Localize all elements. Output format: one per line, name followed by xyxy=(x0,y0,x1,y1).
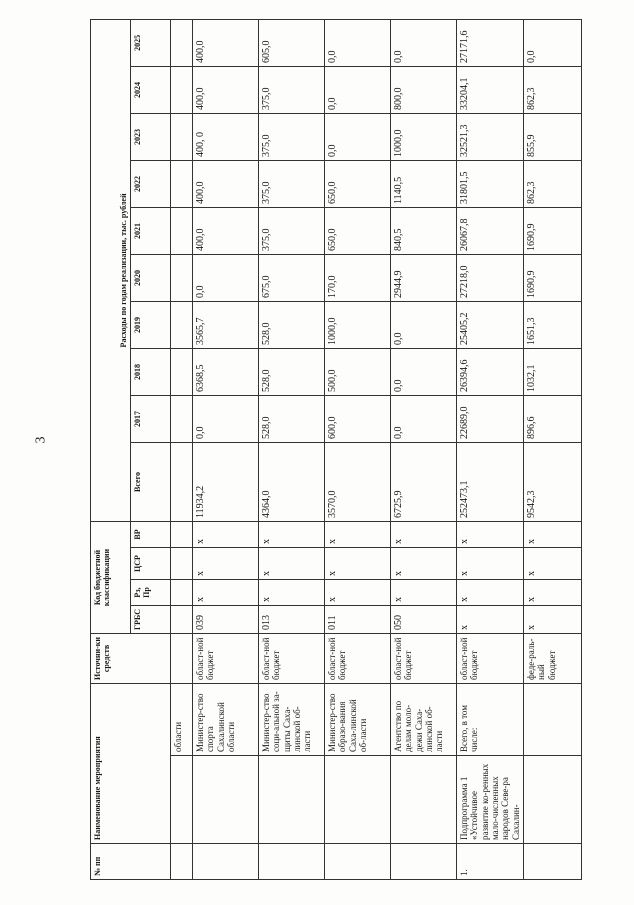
row-total: 11934,2 xyxy=(193,442,259,521)
row-year-value xyxy=(171,301,193,348)
row-year-value: 0,0 xyxy=(193,254,259,301)
row-year-value xyxy=(171,66,193,113)
row-total: 4364,0 xyxy=(259,442,325,521)
header-name: Наименование мероприятия xyxy=(91,684,171,844)
row-year-value: 840,5 xyxy=(391,207,457,254)
row-rzpr: х xyxy=(259,580,325,606)
page-number: 3 xyxy=(33,436,49,444)
row-total: 252473,1 xyxy=(457,442,524,521)
header-csr: ЦСР xyxy=(131,548,171,580)
row-year-value: 27171,6 xyxy=(457,19,524,66)
row-grbs: 011 xyxy=(325,606,391,634)
row-year-value: 22689,0 xyxy=(457,395,524,442)
row-executor: Министер-ство спорта Сахалинской области xyxy=(193,684,259,756)
table-row xyxy=(457,19,524,879)
row-csr: х xyxy=(325,548,391,580)
row-year-value: 650,0 xyxy=(325,207,391,254)
budget-table xyxy=(90,19,582,880)
row-year-value: 0,0 xyxy=(325,66,391,113)
table-row xyxy=(524,19,582,879)
row-year-value: 1140,5 xyxy=(391,160,457,207)
row-total: 6725,9 xyxy=(391,442,457,521)
row-vr: х xyxy=(259,521,325,547)
table-row xyxy=(171,19,193,879)
row-year-value: 896,6 xyxy=(524,395,582,442)
row-year-value: 32521,3 xyxy=(457,113,524,160)
row-year-value xyxy=(171,348,193,395)
row-year-value: 528,0 xyxy=(259,395,325,442)
row-rzpr: х xyxy=(391,580,457,606)
row-year-value: 0,0 xyxy=(391,395,457,442)
row-year-value: 862,3 xyxy=(524,66,582,113)
row-year-value: 3565,7 xyxy=(193,301,259,348)
table-row xyxy=(259,19,325,879)
row-csr: х xyxy=(391,548,457,580)
row-year-value: 0,0 xyxy=(325,19,391,66)
table-row xyxy=(193,19,259,879)
row-year-value: 375,0 xyxy=(259,113,325,160)
header-expenses: Расходы по годам реализации, тыс. рублей xyxy=(91,19,131,521)
row-year-value: 400, 0 xyxy=(193,113,259,160)
row-year-value: 855,9 xyxy=(524,113,582,160)
row-year-value xyxy=(171,113,193,160)
row-name xyxy=(259,756,325,844)
row-csr: х xyxy=(259,548,325,580)
row-no xyxy=(391,844,457,880)
header-year: 2020 xyxy=(131,254,171,301)
row-vr xyxy=(171,521,193,547)
row-year-value: 600,0 xyxy=(325,395,391,442)
row-year-value: 31801,5 xyxy=(457,160,524,207)
header-year: 2019 xyxy=(131,301,171,348)
row-year-value: 400,0 xyxy=(193,19,259,66)
row-source xyxy=(171,634,193,684)
header-year: 2018 xyxy=(131,348,171,395)
row-year-value: 0,0 xyxy=(391,348,457,395)
row-grbs: х xyxy=(524,606,582,634)
row-name xyxy=(193,756,259,844)
row-rzpr: х xyxy=(524,580,582,606)
row-year-value: 1690,9 xyxy=(524,254,582,301)
row-year-value: 0,0 xyxy=(193,395,259,442)
header-year: 2022 xyxy=(131,160,171,207)
header-year: 2024 xyxy=(131,66,171,113)
row-vr: х xyxy=(391,521,457,547)
row-vr: х xyxy=(457,521,524,547)
row-year-value: 1651,3 xyxy=(524,301,582,348)
row-grbs: 013 xyxy=(259,606,325,634)
rotated-table-container xyxy=(90,20,570,880)
header-total: Всего xyxy=(131,442,171,521)
row-year-value: 375,0 xyxy=(259,207,325,254)
row-year-value: 862,3 xyxy=(524,160,582,207)
row-vr: х xyxy=(193,521,259,547)
table-row xyxy=(391,19,457,879)
header-year: 2021 xyxy=(131,207,171,254)
header-grbs: ГРБС xyxy=(131,606,171,634)
row-source: област-ной бюджет xyxy=(259,634,325,684)
row-year-value: 0,0 xyxy=(524,19,582,66)
row-name: Подпрограмма 1 «Устойчивое развитие ко-ренных мало-численных народов Севе-ра Сахалин- xyxy=(457,756,524,844)
row-rzpr: х xyxy=(193,580,259,606)
row-year-value: 400,0 xyxy=(193,66,259,113)
row-no: 1. xyxy=(457,844,524,880)
row-csr xyxy=(171,548,193,580)
row-csr: х xyxy=(457,548,524,580)
row-grbs: х xyxy=(457,606,524,634)
row-executor: Министер-ство образо-вания Саха-линской об-ласти xyxy=(325,684,391,756)
row-source: област-ной бюджет xyxy=(391,634,457,684)
row-year-value: 6368,5 xyxy=(193,348,259,395)
row-year-value xyxy=(171,19,193,66)
header-row-1 xyxy=(91,19,131,879)
row-year-value: 26067,8 xyxy=(457,207,524,254)
row-year-value xyxy=(171,160,193,207)
row-executor xyxy=(524,684,582,756)
row-executor: области xyxy=(171,684,193,756)
row-total: 3570,0 xyxy=(325,442,391,521)
row-source: област-ной бюджет xyxy=(325,634,391,684)
row-year-value: 400,0 xyxy=(193,207,259,254)
row-source: феде-раль-ный бюджет xyxy=(524,634,582,684)
row-executor: Агентство по делам моло-дежи Саха-линской об-ласти xyxy=(391,684,457,756)
row-total xyxy=(171,442,193,521)
row-year-value: 0,0 xyxy=(391,301,457,348)
header-rzpr: Рз, Пр xyxy=(131,580,171,606)
row-total: 9542,3 xyxy=(524,442,582,521)
row-source: област-ной бюджет xyxy=(457,634,524,684)
row-no xyxy=(259,844,325,880)
row-csr: х xyxy=(193,548,259,580)
row-rzpr: х xyxy=(457,580,524,606)
row-year-value: 375,0 xyxy=(259,160,325,207)
row-year-value: 27218,0 xyxy=(457,254,524,301)
row-year-value: 25405,2 xyxy=(457,301,524,348)
header-year: 2017 xyxy=(131,395,171,442)
row-year-value xyxy=(171,207,193,254)
header-source: Источни-ки средств xyxy=(91,634,171,684)
row-year-value: 0,0 xyxy=(391,19,457,66)
row-grbs xyxy=(171,606,193,634)
row-year-value: 1000,0 xyxy=(391,113,457,160)
row-no xyxy=(193,844,259,880)
row-name xyxy=(171,756,193,844)
row-year-value: 800,0 xyxy=(391,66,457,113)
row-name xyxy=(524,756,582,844)
row-year-value xyxy=(171,254,193,301)
row-year-value: 400,0 xyxy=(193,160,259,207)
row-vr: х xyxy=(325,521,391,547)
row-source: област-ной бюджет xyxy=(193,634,259,684)
row-year-value: 500,0 xyxy=(325,348,391,395)
row-no xyxy=(524,844,582,880)
header-vr: ВР xyxy=(131,521,171,547)
row-year-value: 26394,6 xyxy=(457,348,524,395)
row-year-value: 0,0 xyxy=(325,113,391,160)
row-year-value: 528,0 xyxy=(259,348,325,395)
row-year-value: 1690,9 xyxy=(524,207,582,254)
row-rzpr: х xyxy=(325,580,391,606)
row-no xyxy=(325,844,391,880)
row-grbs: 050 xyxy=(391,606,457,634)
row-year-value: 675,0 xyxy=(259,254,325,301)
row-year-value: 1032,1 xyxy=(524,348,582,395)
row-year-value: 170,0 xyxy=(325,254,391,301)
row-year-value: 1000,0 xyxy=(325,301,391,348)
row-name xyxy=(325,756,391,844)
header-year: 2023 xyxy=(131,113,171,160)
row-no xyxy=(171,844,193,880)
row-vr: х xyxy=(524,521,582,547)
row-year-value: 2944,9 xyxy=(391,254,457,301)
row-executor: Министер-ство соци-альной за-щиты Саха-линской об-ласти xyxy=(259,684,325,756)
row-year-value: 375,0 xyxy=(259,66,325,113)
row-year-value: 650,0 xyxy=(325,160,391,207)
row-year-value: 33204,1 xyxy=(457,66,524,113)
row-csr: х xyxy=(524,548,582,580)
row-grbs: 039 xyxy=(193,606,259,634)
row-year-value xyxy=(171,395,193,442)
header-no: № пп xyxy=(91,844,171,880)
row-year-value: 528,0 xyxy=(259,301,325,348)
row-name xyxy=(391,756,457,844)
header-budget-code: Код бюджетной классификации xyxy=(91,521,131,633)
row-rzpr xyxy=(171,580,193,606)
row-year-value: 605,0 xyxy=(259,19,325,66)
row-executor: Всего, в том числе: xyxy=(457,684,524,756)
table-row xyxy=(325,19,391,879)
header-year: 2025 xyxy=(131,19,171,66)
